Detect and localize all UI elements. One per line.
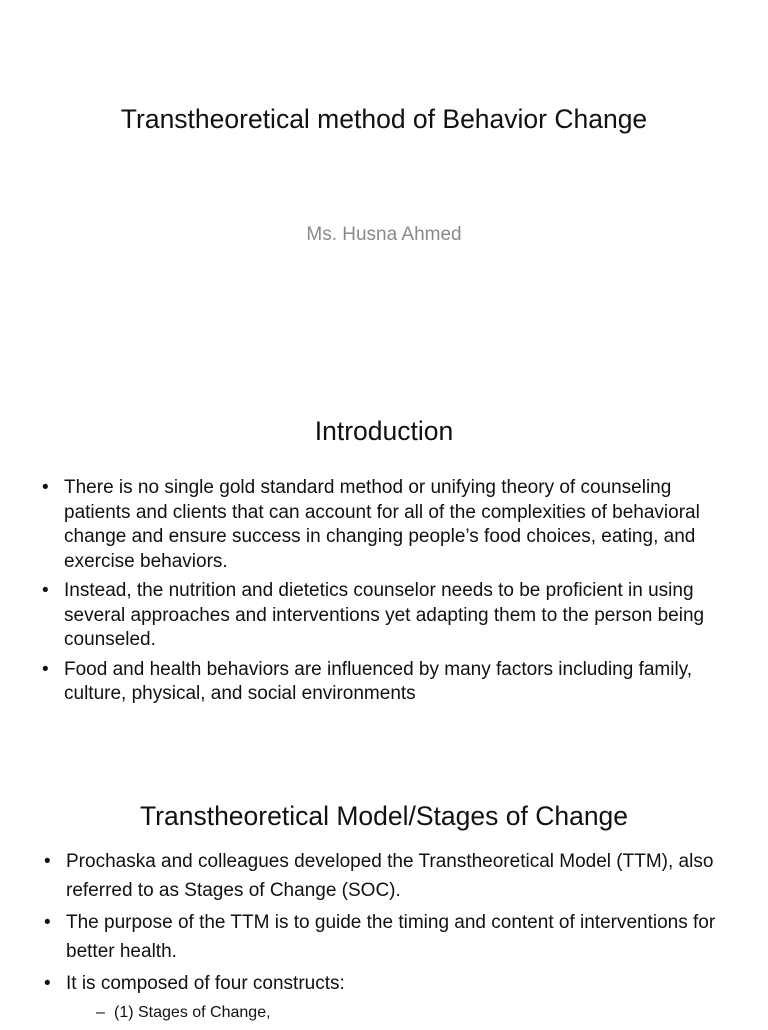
ttm-slide [0,795,768,1024]
bullet-icon: • [42,477,49,498]
title-slide [0,0,768,300]
bullet-text: Food and health behaviors are influenced by many factors including family, culture, physical, and social environments [64,658,693,704]
bullet-icon: • [44,851,51,872]
list-item [40,908,740,966]
bullet-list [38,476,738,712]
bullet-text: Prochaska and colleagues developed the Transtheoretical Model (TTM), also referred to as Stages of Change (SOC). [66,851,714,901]
list-item [38,658,738,707]
bullet-icon: • [44,912,51,933]
presenter-name: Ms. Husna Ahmed [306,224,462,245]
bullet-list [40,847,740,1030]
introduction-slide [0,390,768,720]
bullet-text: It is composed of four constructs: [66,973,345,994]
dash-icon: – [96,1004,105,1021]
bullet-icon: • [44,973,51,994]
slide-title: Transtheoretical Model/Stages of Change [139,801,629,831]
slide-title: Introduction [314,416,454,446]
bullet-icon: • [42,658,49,680]
sub-list-item [96,998,740,1027]
bullet-text: Instead, the nutrition and dietetics counselor needs to be proficient in using several approaches and interventions yet adapting them to the person being counseled. [64,580,705,650]
bullet-text: The purpose of the TTM is to guide the timing and content of interventions for better health. [66,912,716,962]
sub-bullet-list [66,998,740,1027]
presentation-title: Transtheoretical method of Behavior Change [120,104,648,134]
list-item [40,969,740,1027]
list-item [40,847,740,905]
bullet-text: There is no single gold standard method or unifying theory of counseling patients and clients that can account for all of the complexities of behavioral change and ensure success in changing people’s food choices, eating, and exercise behaviors. [64,477,700,572]
list-item [38,476,738,574]
list-item [38,579,738,653]
sub-bullet-text: (1) Stages of Change, [114,1004,271,1021]
bullet-icon: • [42,580,49,601]
